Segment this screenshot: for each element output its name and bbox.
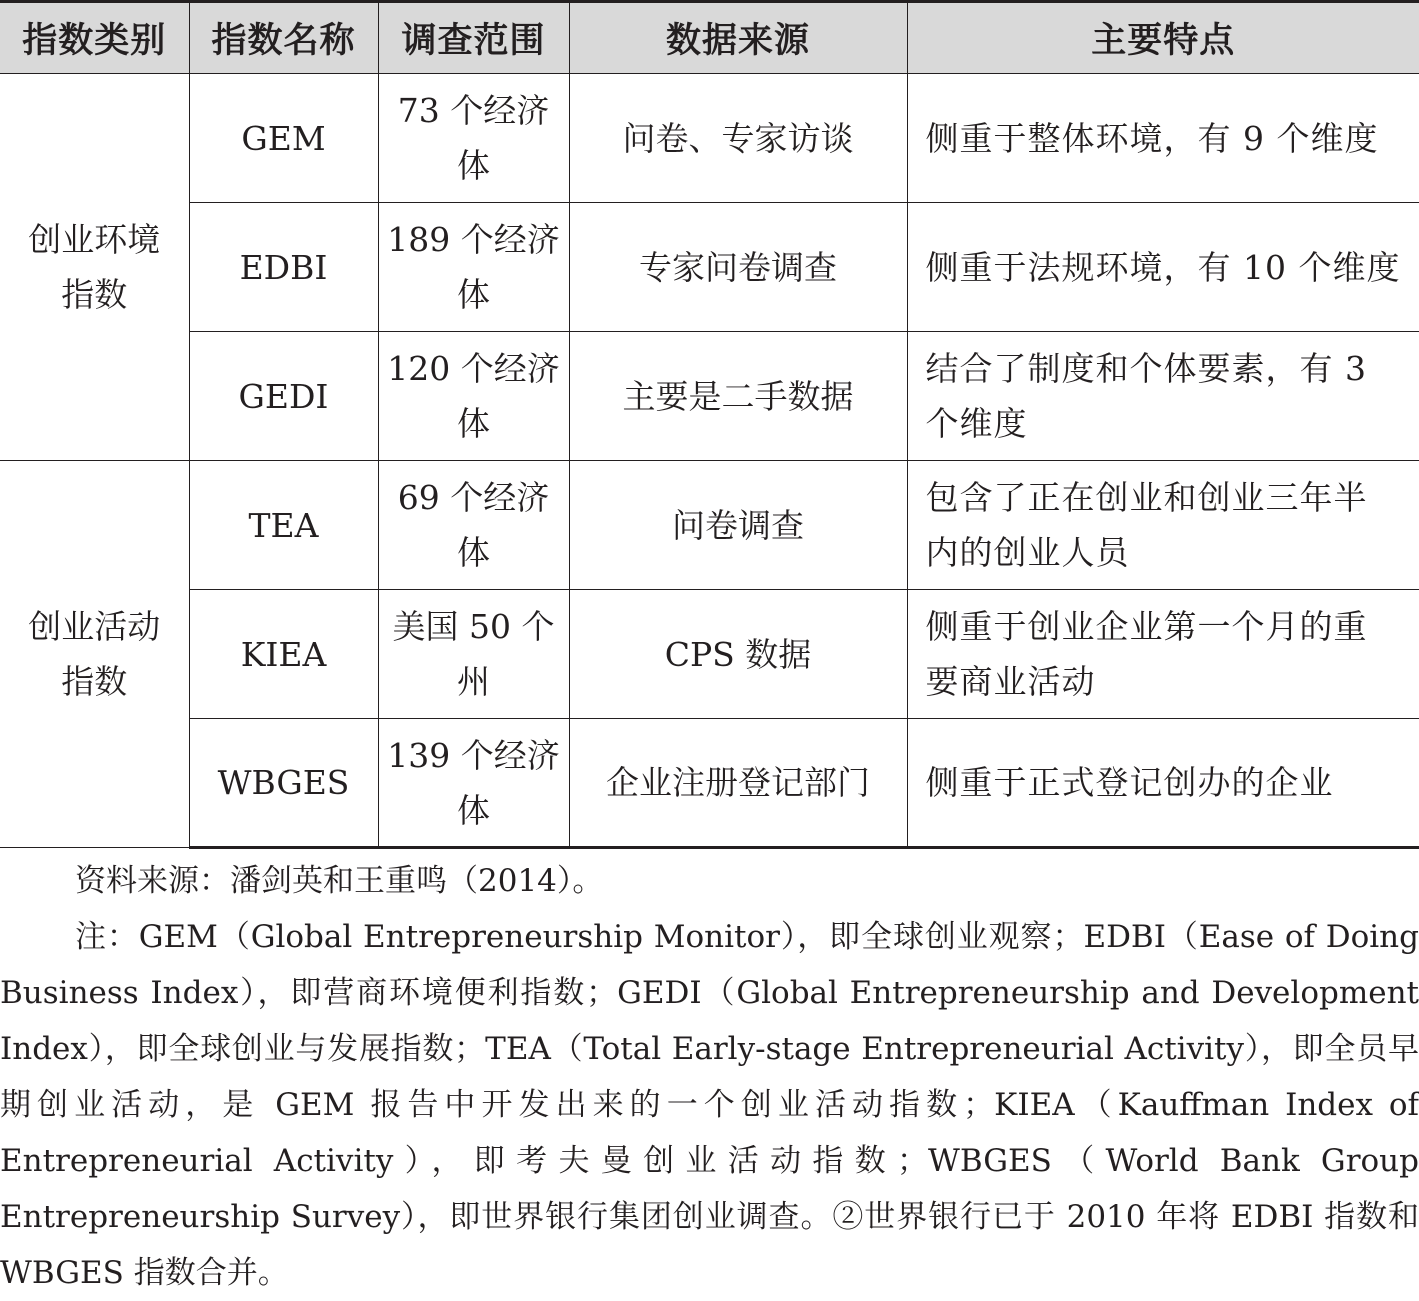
scope-cell: 120 个经济体 <box>378 332 569 461</box>
table-header-row <box>0 2 1419 74</box>
header-main-features: 主要特点 <box>907 2 1419 74</box>
feature-cell: 包含了正在创业和创业三年半内的创业人员 <box>907 461 1419 590</box>
scope-cell: 美国 50 个州 <box>378 590 569 719</box>
header-survey-scope: 调查范围 <box>378 2 569 74</box>
index-name-cell: GEDI <box>189 332 378 461</box>
index-name-cell: KIEA <box>189 590 378 719</box>
table-row <box>0 74 1419 203</box>
abbreviation-note: 注：GEM（Global Entrepreneurship Monitor），即全球创业观察；EDBI（Ease of Doing Business Index），即营商环境便利指数；GEDI（Global Entrepreneurship and Development Index），即全球创业与发展指数；TEA（Total Early-stage Entrepreneurial Activity），即全员早期创业活动，是 GEM 报告中开发出来的一个创业活动指数；KIEA（Kauffman Index of Entrepreneurial Activity），即考夫曼创业活动指数；WBGES（World Bank Group Entrepreneurship Survey），即世界银行集团创业调查。②世界银行已于 2010 年将 EDBI 指数和 WBGES 指数合并。 <box>0 919 1419 1291</box>
index-name-cell: WBGES <box>189 719 378 848</box>
feature-cell: 侧重于创业企业第一个月的重要商业活动 <box>907 590 1419 719</box>
table-row <box>0 332 1419 461</box>
header-index-name: 指数名称 <box>189 2 378 74</box>
table-row <box>0 203 1419 332</box>
table-row <box>0 461 1419 590</box>
source-cell: 问卷、专家访谈 <box>569 74 907 203</box>
feature-cell: 侧重于法规环境，有 10 个维度 <box>907 203 1419 332</box>
table-notes <box>0 853 1419 1301</box>
source-cell: 主要是二手数据 <box>569 332 907 461</box>
feature-cell: 侧重于整体环境，有 9 个维度 <box>907 74 1419 203</box>
index-name-cell: GEM <box>189 74 378 203</box>
scope-cell: 69 个经济体 <box>378 461 569 590</box>
scope-cell: 73 个经济体 <box>378 74 569 203</box>
source-citation: 资料来源：潘剑英和王重鸣（2014）。 <box>75 863 604 899</box>
index-name-cell: TEA <box>189 461 378 590</box>
scope-cell: 189 个经济体 <box>378 203 569 332</box>
category-cell: 创业环境指数 <box>0 74 189 461</box>
table-row <box>0 719 1419 848</box>
source-cell: CPS 数据 <box>569 590 907 719</box>
source-cell: 企业注册登记部门 <box>569 719 907 848</box>
source-cell: 专家问卷调查 <box>569 203 907 332</box>
feature-cell: 侧重于正式登记创办的企业 <box>907 719 1419 848</box>
index-name-cell: EDBI <box>189 203 378 332</box>
header-index-category: 指数类别 <box>0 2 189 74</box>
table-row <box>0 590 1419 719</box>
category-cell: 创业活动指数 <box>0 461 189 848</box>
feature-cell: 结合了制度和个体要素，有 3 个维度 <box>907 332 1419 461</box>
header-data-source: 数据来源 <box>569 2 907 74</box>
scope-cell: 139 个经济体 <box>378 719 569 848</box>
source-cell: 问卷调查 <box>569 461 907 590</box>
